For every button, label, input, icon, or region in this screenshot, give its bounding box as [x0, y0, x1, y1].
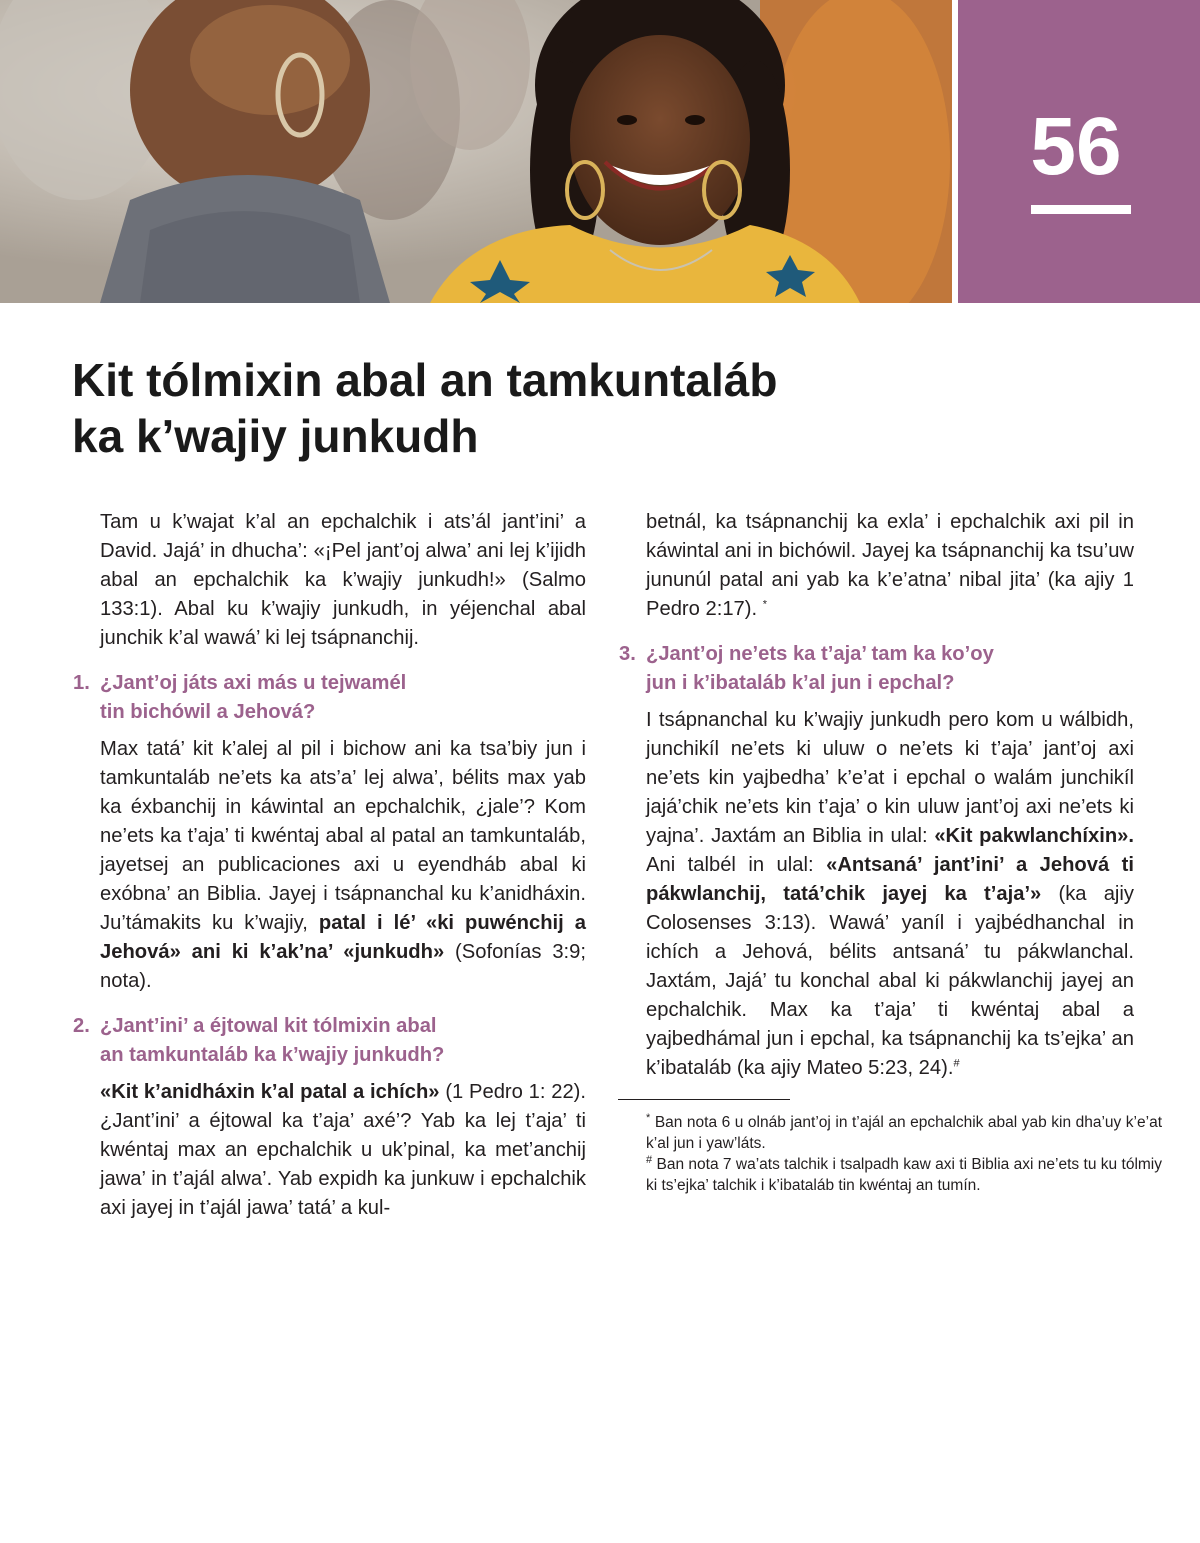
answer-3-quote-2: «Antsaná’ jant’ini’ a Jehová ti pákwlanchij, tatá’chik jayej ka t’aja’»: [646, 854, 1135, 905]
hero-photo: [0, 0, 952, 303]
left-column: [73, 508, 587, 1223]
hero-photo-illustration: [0, 0, 952, 303]
answer-1-text: Max tatá’ kit k’alej al pil i bichow ani ka tsa’biy jun i tamkuntaláb ne’ets ka ats’a’ lej alwa’, bélits max yab ka éxbanchij in káwintal an epchalchik, ¿jale’? Kom ne’ets ka t’aja’ ti kwéntaj abal al patal an tamkuntaláb, jayetsej an publicaciones axi u eyendháb abal ki exóbna’ an Biblia. Jayej i tsápnanchal ku k’anidháxin. Ju’támakits ku k’wajiy,: [100, 738, 586, 934]
title-line-1: Kit tólmixin abal an tamkuntaláb: [72, 354, 778, 406]
question-1-line-1: ¿Jant’oj játs axi más u tejwamél: [100, 672, 407, 694]
answer-1-reference: (Sofonías 3:9; nota).: [100, 941, 586, 992]
answer-2-continued: [646, 508, 1134, 624]
question-3: [619, 640, 1134, 698]
question-3-line-2: jun i k’ibataláb k’al jun i epchal?: [646, 672, 955, 694]
answer-2-continued-text: betnál, ka tsápnanchij ka exla’ i epchalchik axi pil in káwintal ani in bichówil. Jayej ka tsápnanchij ka tsu’uw jununúl patal ani yab ka k’e’atna’ nibal jita’ (ka ajiy 1 Pedro 2:17).: [646, 511, 1134, 620]
lesson-badge: [958, 0, 1200, 303]
answer-1-emphasis: patal i lé’ «ki puwénchij a Jehová» ani ki k’ak’na’ «junkudh»: [100, 912, 586, 963]
question-1-line-2: tin bichówil a Jehová?: [100, 701, 316, 723]
question-1-number: 1.: [73, 672, 90, 694]
question-2-number: 2.: [73, 1015, 90, 1037]
answer-2-emphasis: «Kit k’anidháxin k’al patal a ichích»: [100, 1081, 440, 1103]
question-2-line-1: ¿Jant’ini’ a éjtowal kit tólmixin abal: [100, 1015, 437, 1037]
answer-3-text-d: (ka ajiy Colosenses 3:13). Wawá’ yaníl i yajbédhanchal in ichích a Jehová, bélits antsaná’ tu pákwlanchal. Jaxtám, Jajá’ tu konchal abal ki pákwlanchij jayej an epchalchik. Max ka t’aja’ ti kwéntaj abal a yajbedhámal jun i epchal, ka tsápnanchij ka ts’ejka’ an k’ibataláb (ka ajiy Mateo 5:23, 24).: [646, 883, 1134, 1079]
question-1: [73, 669, 586, 727]
title-line-2: ka k’wajiy junkudh: [72, 410, 479, 462]
footnote-2-mark: #: [646, 1153, 653, 1166]
answer-2-start: [100, 1078, 586, 1223]
intro-paragraph: Tam u k’wajat k’al an epchalchik i ats’ál jant’ini’ a David. Jajá’ in dhucha’: «¡Pel jant’oj alwa’ ani lej k’ijidh abal an epchalchik ka k’wajiy junkudh!» (Salmo 133:1). Abal ku k’wajiy junkudh, in yéjenchal abal junchik k’al wawá’ ki lej tsápnanchij.: [100, 511, 586, 649]
lesson-number-underline: [1031, 205, 1131, 214]
answer-2-text: (1 Pedro 1: 22). ¿Jant’ini’ a éjtowal ka t’aja’ axé’? Yab ka lej t’aja’ ti kwéntaj max an epchalchik u uk’pinal, ka met’anchij jawa’ in t’ajál alwa’. Yab expidh ka junkuw i epchalchik axi jayej in t’ajál jawa’ tatá’ a kul-: [100, 1081, 587, 1219]
question-3-line-1: ¿Jant’oj ne’ets ka t’aja’ tam ka ko’oy: [646, 643, 994, 665]
answer-1: [100, 735, 586, 996]
question-2-line-2: an tamkuntaláb ka k’wajiy junkudh?: [100, 1044, 445, 1066]
answer-3-text-c: Ani talbél in ulal:: [646, 854, 814, 876]
footnote-mark-star[interactable]: *: [762, 598, 767, 611]
footnote-2: [646, 1154, 1162, 1196]
right-column: [619, 508, 1162, 1196]
answer-3: [646, 706, 1134, 1083]
lesson-number: 56: [1030, 101, 1122, 192]
answer-3-quote-1: «Kit pakwlanchíxin».: [934, 825, 1134, 847]
footnote-1-text: Ban nota 6 u olnáb jant’oj in t’ajál an epchalchik abal yab kin dha’uy k’e’at k’al jun i yaw’láts.: [646, 1114, 1162, 1152]
footnote-mark-hash[interactable]: #: [953, 1057, 960, 1070]
footnote-2-text: Ban nota 7 wa’ats talchik i tsalpadh kaw axi ti Biblia axi ne’ets tu ku tólmiy ki ts’ejka’ talchik i k’ibataláb tin kwéntaj an tumín.: [646, 1156, 1162, 1194]
question-3-number: 3.: [619, 643, 636, 665]
answer-3-text-a: I tsápnanchal ku k’wajiy junkudh pero kom u wálbidh, junchikíl ne’ets ki uluw o ne’ets ki t’aja’ jant’oj axi ne’ets kin yajbedha’ k’e’at i epchal o walám junchikíl jajá’chik ne’ets kin t’aja’ o kin uluw jant’oj axi ne’ets ki yajna’. Jaxtám an Biblia in ulal:: [646, 709, 1134, 847]
footnote-divider: [618, 1099, 790, 1100]
page-title: [72, 352, 952, 464]
footnote-1-mark: *: [646, 1111, 651, 1124]
question-2: [73, 1012, 586, 1070]
footnote-1: [646, 1112, 1162, 1154]
